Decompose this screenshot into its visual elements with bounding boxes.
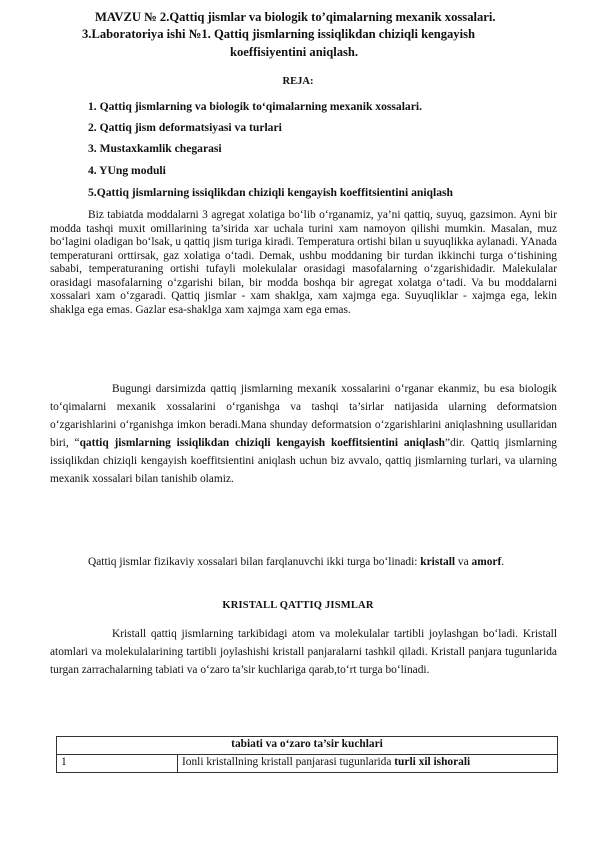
cell-emphasis: turli xil ishorali	[394, 756, 471, 768]
table-cell-description	[178, 755, 558, 773]
plan-item-1: 1. Qattiq jismlarning va biologik to‘qimalarning mexanik xossalari.	[88, 100, 422, 113]
paragraph-lesson-intro	[50, 380, 557, 488]
title-line-1: MAVZU № 2.Qattiq jismlar va biologik to’qimalarning mexanik xossalari.	[95, 10, 496, 24]
paragraph-emphasis: qattiq jismlarning issiqlikdan chiziqli kengayish koeffitsientini aniqlash	[79, 437, 446, 449]
paragraph-text: Qattiq jismlar fizikaviy xossalari bilan farqlanuvchi ikki turga bo‘linadi:	[88, 556, 421, 568]
plan-item-4: 4. YUng moduli	[88, 164, 166, 177]
paragraph-states-of-matter	[50, 209, 557, 317]
crystal-types-table	[56, 736, 558, 773]
plan-item-5: 5.Qattiq jismlarning issiqlikdan chiziqli kengayish koeffitsientini aniqlash	[88, 186, 453, 199]
paragraph-text: Kristall qattiq jismlarning tarkibidagi atom va molekulalar tartibli joylashgan bo‘ladi. Kristall atomlari va molekulalarining tartibli joylashishi kristall panjaralarni tashkil qiladi. Kristall panjara tugunlarida turgan zarrachalarning tabiati va o‘zaro ta’sir kuchlariga qarab,to‘rt turga bo‘linadi.	[50, 628, 557, 676]
paragraph-solid-types	[50, 553, 557, 571]
table-header-cell: tabiati va o‘zaro ta’sir kuchlari	[57, 737, 558, 755]
paragraph-crystal-lattice	[50, 625, 557, 679]
paragraph-text: Bugungi darsimizda qattiq jismlarning mexanik xossalarini o‘rganar ekanmiz, bu esa biologik to‘qimalarni mexanik xossalarini o‘rganishga va tashqi ta’sirlar natijasida ularning deformatsion o‘zgarishlarini o‘rganishga imkon beradi.Mana shunday deformatsion o‘zgarishlarini aniqlashning usullaridan biri, “	[50, 383, 557, 449]
paragraph-text: ”dir. Qattiq jismlarning issiqlikdan chiziqli kengayish koeffitsientini aniqlash uchun biz avvalo, qattiq jismlarning turlari, va ularning mexanik xossalari bilan tanishib olamiz.	[50, 437, 557, 485]
paragraph-text: .	[501, 556, 505, 568]
plan-item-3: 3. Mustaxkamlik chegarasi	[88, 142, 222, 155]
table-header-row	[57, 737, 558, 755]
section-heading: KRISTALL QATTIQ JISMLAR	[222, 600, 374, 611]
paragraph-text: Biz tabiatda moddalarni 3 agregat xolatiga bo‘lib o‘rganamiz, ya’ni qattiq, suyuq, gazsimon. Ayni bir modda tashqi muxit omillarining ta’sirida xar uchala turini xam namoyon qilishi mumkin. Masalan, muz bo‘lagini oladigan bo‘lsak, u qattiq jism turiga kiradi. Temperatura ortishi bilan u suyuqlikka aylanadi. YAnada temperaturani orttirsak, gaz xolatiga o‘tadi. Demak, ushbu moddaning bir turdan ikkinchi turga o‘tishining sababi, temperaturaning ortishi tufayli molekulalar orasidagi masofalarning o‘zgarishidadir. Malekulalar orasidagi masofalarning o‘zgarishi bilan, bir modda boshqa bir agregat xolatga o‘tadi. Va bu moddalarni xossalari xam o‘zgaradi. Qattiq jismlar - xam shaklga, xam xajmga ega. Suyuqliklar - xajmga ega, lekin shaklga ega emas. Gazlar esa-shaklga xam xajmga xam ega emas.	[50, 209, 557, 316]
title-line-2: 3.Laboratoriya ishi №1. Qattiq jismlarning issiqlikdan chiziqli kengayish	[82, 27, 475, 41]
term-amorphous: amorf	[471, 556, 502, 568]
title-line-3: koeffisiyentini aniqlash.	[230, 45, 359, 59]
cell-text: Ionli kristallning kristall panjarasi tugunlarida	[182, 756, 395, 768]
paragraph-text: va	[455, 556, 472, 568]
table-cell-number: 1	[57, 755, 178, 773]
term-crystal: kristall	[420, 556, 456, 568]
table-row	[57, 755, 558, 773]
plan-heading: REJA:	[282, 76, 314, 87]
plan-item-2: 2. Qattiq jism deformatsiyasi va turlari	[88, 121, 282, 134]
